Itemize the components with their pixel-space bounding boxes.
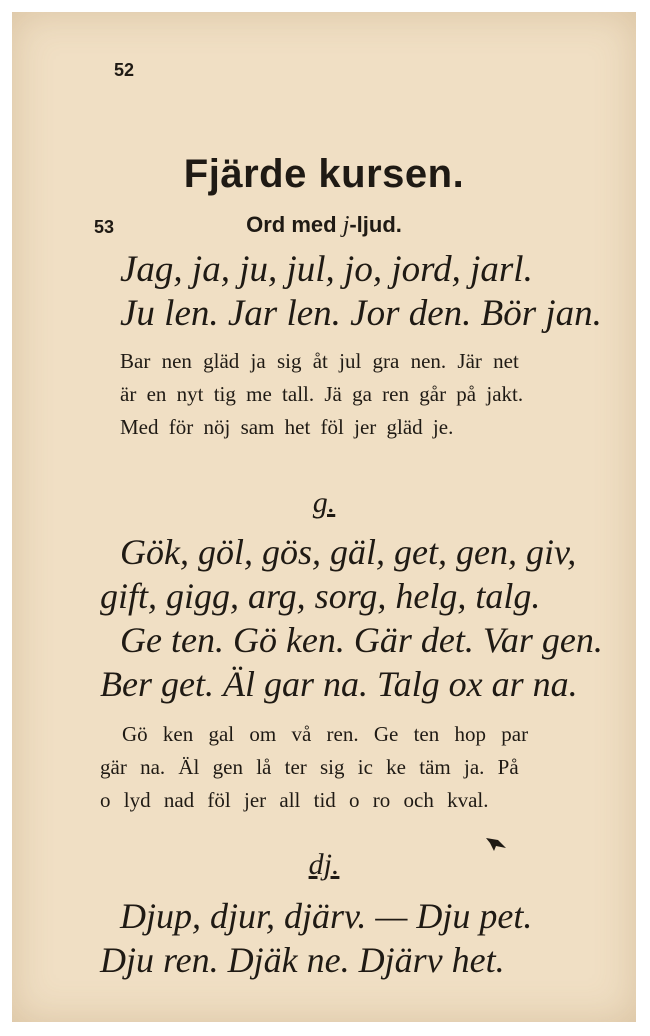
j-sentence-line-2: är en nyt tig me tall. Jä ga ren går på jakt.	[120, 382, 524, 406]
page-number: 52	[114, 60, 135, 80]
j-sentence-line-3: Med för nöj sam het föl jer gläd je.	[120, 415, 454, 439]
section-subtitle	[12, 212, 636, 239]
g-sentence-line-3: o lyd nad föl jer all tid o ro och kval.	[100, 788, 489, 812]
g-word-line-4: Ber get. Äl gar na. Talg ox ar na.	[100, 664, 578, 704]
g-word-line-1: Gök, göl, gös, gäl, get, gen, giv,	[120, 532, 577, 572]
g-word-line-3: Ge ten. Gö ken. Gär det. Var gen.	[120, 620, 603, 660]
subtitle-suffix: -ljud.	[349, 212, 402, 237]
dj-word-line-2: Dju ren. Djäk ne. Djärv het.	[100, 940, 505, 980]
subtitle-prefix: Ord med	[246, 212, 337, 237]
g-sentence-line-2: gär na. Äl gen lå ter sig ic ke täm ja. På	[100, 755, 519, 779]
g-sentence-line-1: Gö ken gal om vå ren. Ge ten hop par	[122, 722, 529, 746]
dj-heading: dj.	[308, 848, 340, 881]
j-word-line-1: Jag, ja, ju, jul, jo, jord, jarl.	[120, 249, 533, 290]
j-sentence-line-1: Bar nen gläd ja sig åt jul gra nen. Jär net	[120, 349, 519, 373]
j-word-line-2: Ju len. Jar len. Jor den. Bör jan.	[120, 293, 602, 334]
dj-word-line-1: Djup, djur, djärv. — Dju pet.	[120, 896, 533, 936]
g-word-line-2: gift, gigg, arg, sorg, helg, talg.	[100, 576, 541, 616]
g-heading: g.	[312, 486, 336, 519]
margin-number: 53	[94, 217, 115, 237]
subtitle-letter: j	[342, 212, 350, 238]
page-title: Fjärde kursen.	[183, 152, 465, 196]
book-page	[12, 12, 636, 1022]
